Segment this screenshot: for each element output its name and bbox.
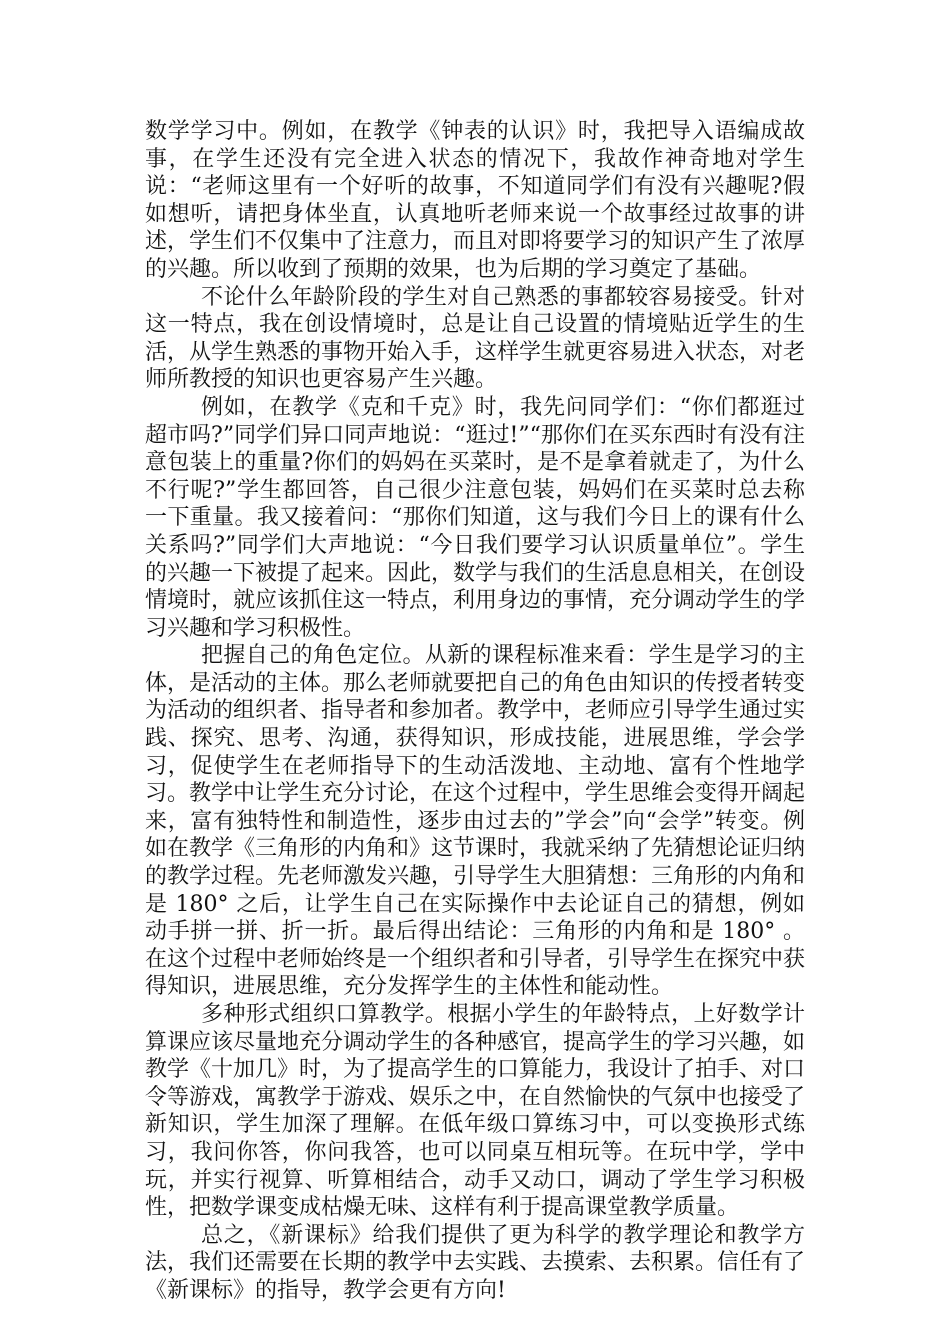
- paragraph-6: 总之，《新课标》给我们提供了更为科学的教学理论和教学方法，我们还需要在长期的教学中去实践、去摸索、去积累。信任有了《新课标》的指导，教学会更有方向!: [145, 1222, 806, 1303]
- paragraph-2: 不论什么年龄阶段的学生对自己熟悉的事都较容易接受。针对这一特点，我在创设情境时，总是让自己设置的情境贴近学生的生活，从学生熟悉的事物开始入手，这样学生就更容易进入状态，对老师所教授的知识也更容易产生兴趣。: [145, 284, 806, 393]
- paragraph-5: 多种形式组织口算教学。根据小学生的年龄特点，上好数学计算课应该尽量地充分调动学生的各种感官，提高学生的学习兴趣，如教学《十加几》时，为了提高学生的口算能力，我设计了拍手、对口令等游戏，寓教学于游戏、娱乐之中，在自然愉快的气氛中也接受了新知识，学生加深了理解。在低年级口算练习中，可以变换形式练习，我问你答，你问我答，也可以同桌互相玩等。在玩中学，学中玩，并实行视算、听算相结合，动手又动口，调动了学生学习积极性，把数学课变成枯燥无味、这样有利于提高课堂教学质量。: [145, 1002, 806, 1221]
- paragraph-1: 数学学习中。例如，在教学《钟表的认识》时，我把导入语编成故事，在学生还没有完全进入状态的情况下，我故作神奇地对学生说：“老师这里有一个好听的故事，不知道同学们有没有兴趣呢?假如想听，请把身体坐直，认真地听老师来说一个故事经过故事的讲述，学生们不仅集中了注意力，而且对即将要学习的知识产生了浓厚的兴趣。所以收到了预期的效果，也为后期的学习奠定了基础。: [145, 119, 806, 282]
- paragraph-3: 例如，在教学《克和千克》时，我先问同学们：“你们都逛过超市吗?”同学们异口同声地说：“逛过!”“那你们在买东西时有没有注意包装上的重量?你们的妈妈在买菜时，是不是拿着就走了，为什么不行呢?”学生都回答，自己很少注意包装，妈妈们在买菜时总去称一下重量。我又接着问：“那你们知道，这与我们今日上的课有什么关系吗?”同学们大声地说：“今日我们要学习认识质量单位”。学生的兴趣一下被提了起来。因此，数学与我们的生活息息相关，在创设情境时，就应该抓住这一特点，利用身边的事情，充分调动学生的学习兴趣和学习积极性。: [145, 394, 806, 641]
- paragraph-4: 把握自己的角色定位。从新的课程标准来看：学生是学习的主体，是活动的主体。那么老师就要把自己的角色由知识的传授者转变为活动的组织者、指导者和参加者。教学中，老师应引导学生通过实践、探究、思考、沟通，获得知识，形成技能，进展思维，学会学习，促使学生在老师指导下的生动活泼地、主动地、富有个性地学习。教学中让学生充分讨论，在这个过程中，学生思维会变得开阔起来，富有独特性和制造性，逐步由过去的”学会”向“会学”转变。例如在教学《三角形的内角和》这节课时，我就采纳了先猜想论证归纳的教学过程。先老师激发兴趣，引导学生大胆猜想：三角形的内角和是 180° 之后，让学生自己在实际操作中去论证自己的猜想，例如动手拼一拼、折一折。最后得出结论：三角形的内角和是 180° 。在这个过程中老师始终是一个组织者和引导者，引导学生在探究中获得知识，进展思维，充分发挥学生的主体性和能动性。: [145, 643, 806, 1000]
- document-body: [145, 118, 805, 1305]
